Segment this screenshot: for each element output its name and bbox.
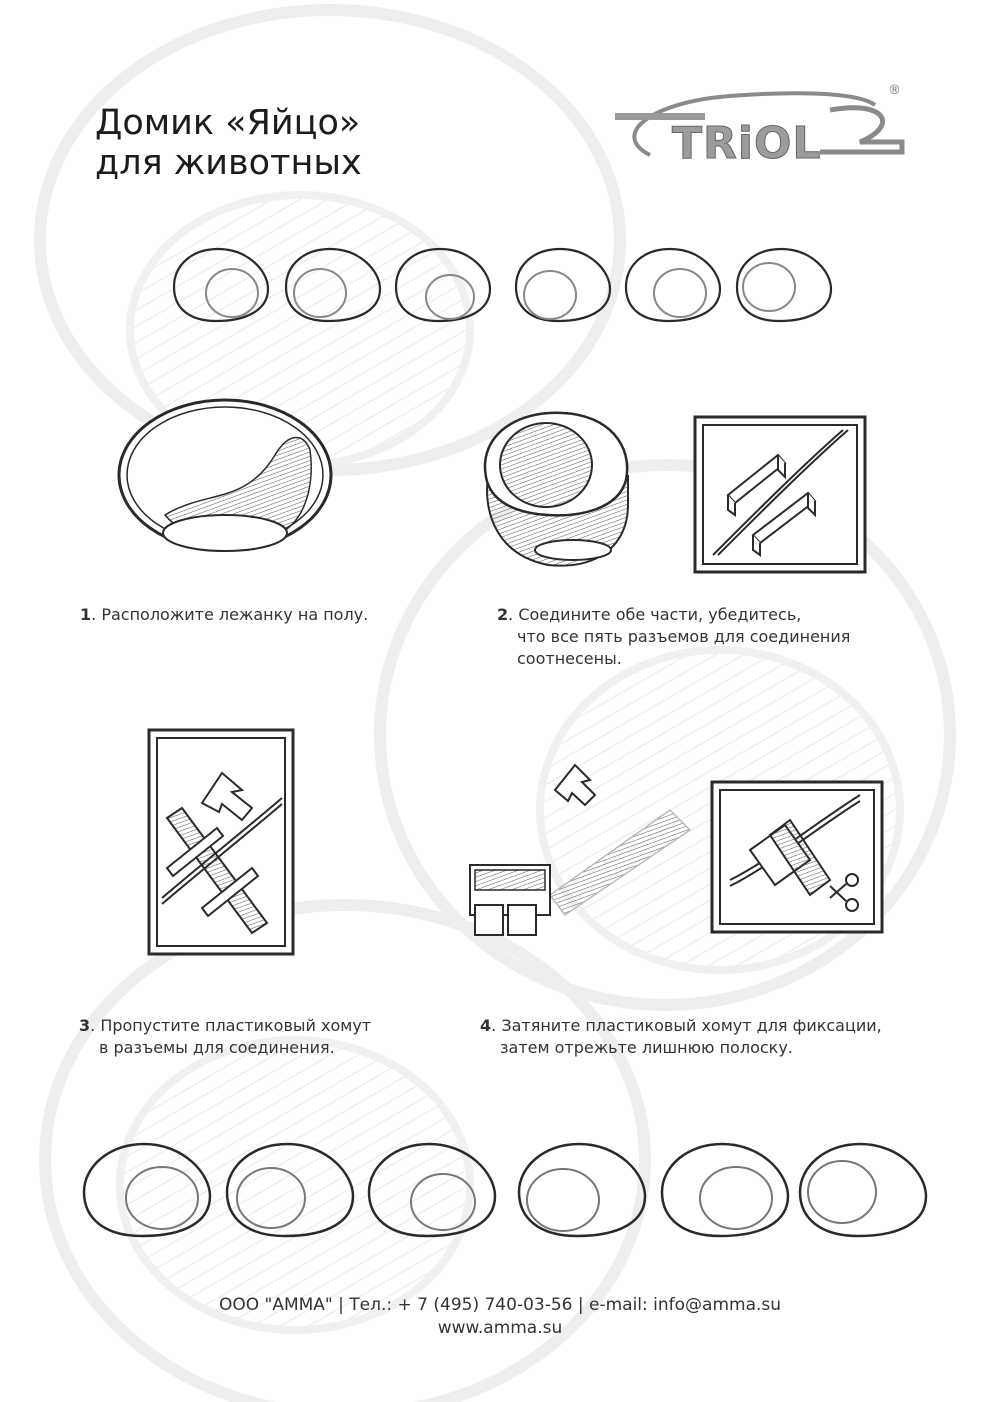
egg-icon	[174, 249, 268, 321]
step-3-line-2: в разъемы для соединения.	[99, 1038, 335, 1057]
egg-icon	[662, 1144, 788, 1236]
step-3-number: 3	[79, 1016, 91, 1035]
footer-contacts: ООО "АММА" | Тел.: + 7 (495) 740-03-56 | e-mail: info@amma.su	[218, 1295, 782, 1315]
egg-icon	[84, 1144, 210, 1236]
step-2-line-3: соотнесены.	[517, 649, 622, 668]
egg-icon	[516, 249, 610, 321]
tighten-detail-icon	[710, 780, 885, 935]
triol-logo	[610, 80, 910, 180]
step-3-text	[79, 1015, 371, 1059]
step-1-number: 1	[80, 605, 92, 624]
footer	[0, 1294, 1000, 1340]
title-line-2: для животных	[95, 143, 362, 183]
step-4-line-1: . Затяните пластиковый хомут для фиксации,	[491, 1016, 882, 1035]
egg-icon	[369, 1144, 495, 1236]
step-3-line-1: . Пропустите пластиковый хомут	[90, 1016, 372, 1035]
egg-icon	[800, 1144, 926, 1236]
zip-tie-illustration	[147, 728, 297, 958]
egg-bed-illustration	[115, 395, 335, 555]
step-2-line-2: что все пять разъемов для соединения	[517, 627, 851, 646]
step-4-text	[480, 1015, 882, 1059]
egg-icon	[737, 249, 831, 321]
egg-icon	[626, 249, 720, 321]
step-4-line-2: затем отрежьте лишнюю полоску.	[500, 1038, 793, 1057]
logo-text: TRiOL	[672, 118, 822, 169]
page-title	[95, 103, 362, 183]
zip-tie-tighten-illustration	[460, 755, 720, 945]
registered-mark: ®	[888, 83, 901, 98]
step-2-number: 2	[497, 605, 509, 624]
egg-row-bottom	[80, 1140, 930, 1240]
step-4-number: 4	[480, 1016, 492, 1035]
footer-website[interactable]: www.amma.su	[437, 1318, 563, 1338]
egg-icon	[286, 249, 380, 321]
step-2-line-1: . Соедините обе части, убедитесь,	[508, 605, 802, 624]
step-2-text	[497, 604, 850, 670]
step-1-text	[80, 604, 368, 626]
step-1-line-1: . Расположите лежанку на полу.	[91, 605, 369, 624]
egg-house-illustration	[478, 405, 638, 575]
egg-icon	[396, 249, 490, 321]
egg-row-top	[170, 245, 850, 335]
title-line-1: Домик «Яйцо»	[95, 103, 361, 143]
connector-detail-icon	[693, 415, 868, 575]
egg-icon	[519, 1144, 645, 1236]
egg-icon	[227, 1144, 353, 1236]
